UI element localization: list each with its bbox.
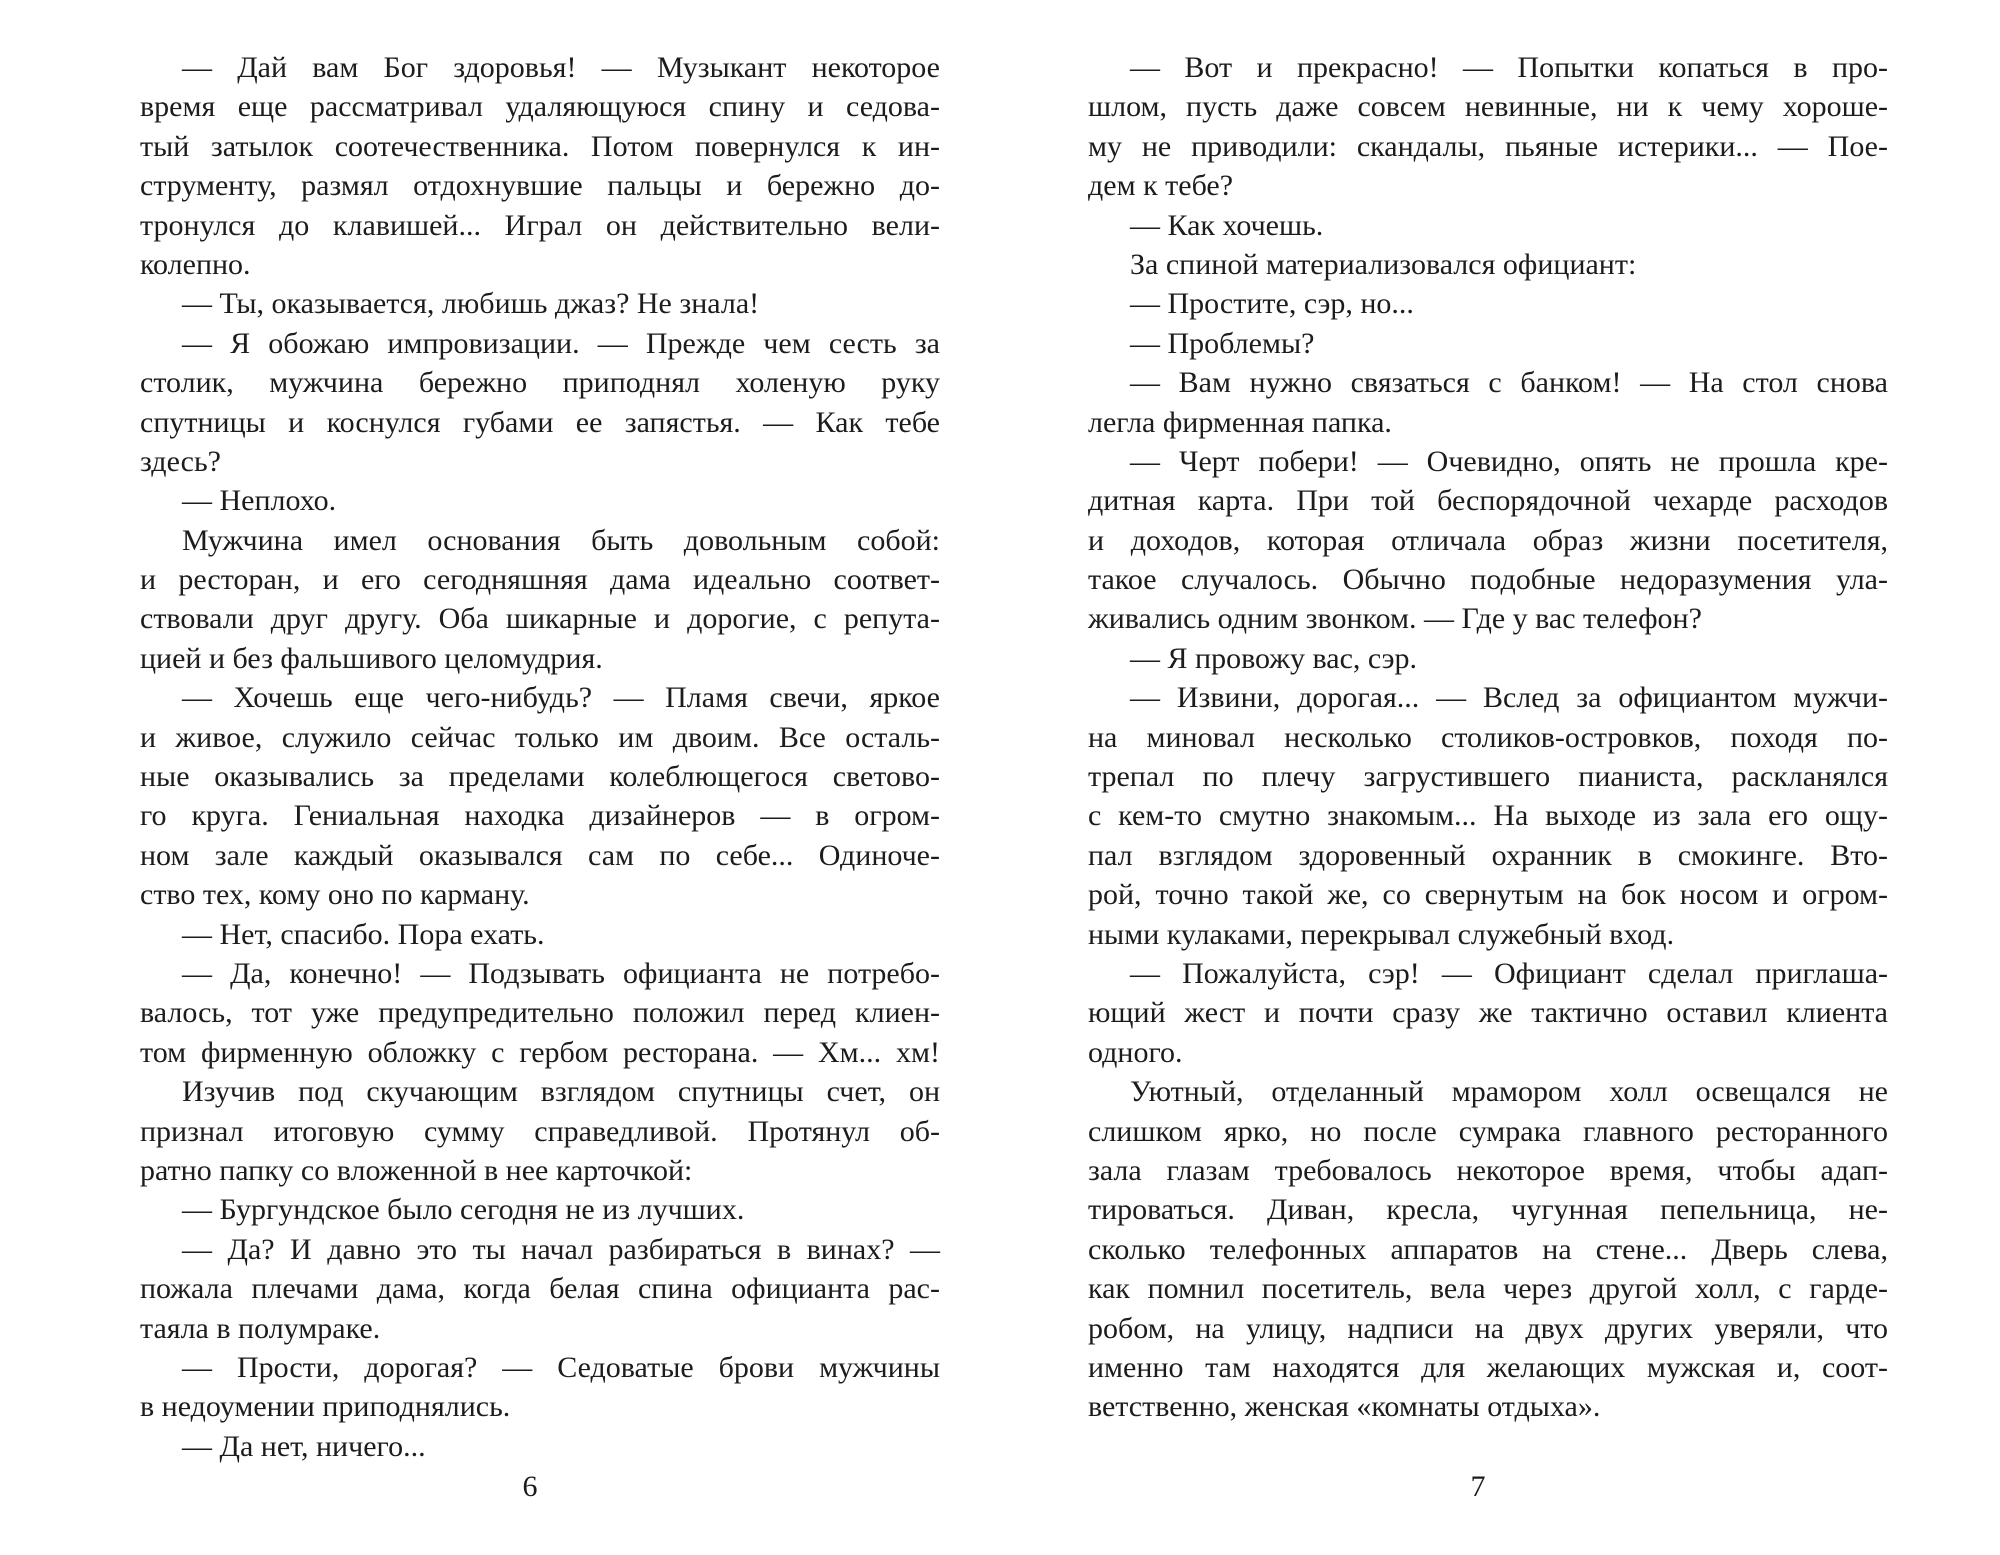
text-line: — Я провожу вас, сэр. (1130, 641, 1417, 675)
text-line: — Дай вам Бог здоровья! — Музыкант некоторое (182, 51, 940, 84)
text-line: пал взглядом здоровенный охранник в смокинге. Вто- (1088, 838, 1888, 872)
text-line: ные оказывались за пределами колеблющегося светово- (140, 760, 940, 794)
text-line: — Вот и прекрасно! — Попытки копаться в про- (1130, 51, 1888, 84)
text-line: таяла в полумраке. (140, 1311, 381, 1345)
text-line: — Прости, дорогая? — Седоватые брови мужчины (182, 1350, 940, 1384)
text-line: в недоумении приподнялись. (140, 1390, 511, 1424)
text-line: му не приводили: скандалы, пьяные истерики... — Пое- (1088, 129, 1888, 163)
text-line: столик, мужчина бережно приподнял холеную руку (140, 366, 940, 400)
text-line: рой, точно такой же, со свернутым на бок носом и огром- (1088, 878, 1888, 912)
text-line: как помнил посетитель, вела через другой холл, с гарде- (1088, 1272, 1888, 1306)
right-page (1088, 48, 1888, 1427)
text-line: — Нет, спасибо. Пора ехать. (182, 917, 545, 951)
text-line: спутницы и коснулся губами ее запястья. — Как тебе (140, 405, 940, 439)
text-line: валось, тот уже предупредительно положил перед клиен- (140, 996, 940, 1030)
text-line: цией и без фальшивого целомудрия. (140, 641, 603, 675)
text-line: — Ты, оказывается, любишь джаз? Не знала! (182, 287, 760, 321)
page-number-left: 6 (522, 1470, 538, 1503)
text-line: За спиной материализовался официант: (1130, 247, 1637, 281)
text-line: именно там находятся для желающих мужская и, соот- (1088, 1350, 1888, 1384)
text-line: шлом, пусть даже совсем невинные, ни к чему хороше- (1088, 90, 1888, 124)
text-line: здесь? (140, 444, 221, 478)
text-line: — Пожалуйста, сэр! — Официант сделал приглаша- (1130, 956, 1888, 990)
text-line: и ресторан, и его сегодняшняя дама идеально соответ- (140, 563, 940, 597)
text-line: — Хочешь еще чего-нибудь? — Пламя свечи, яркое (182, 681, 940, 715)
text-line: дитная карта. При той беспорядочной чехарде расходов (1088, 484, 1888, 518)
text-line: робом, на улицу, надписи на двух других уверяли, что (1088, 1311, 1888, 1345)
text-line: Изучив под скучающим взглядом спутницы счет, он (182, 1075, 940, 1109)
text-line: живались одним звонком. — Где у вас телефон? (1088, 602, 1702, 636)
text-line: с кем-то смутно знакомым... На выходе из зала его ощу- (1088, 799, 1888, 833)
text-line: — Простите, сэр, но... (1130, 287, 1414, 321)
text-line: — Неплохо. (182, 484, 337, 518)
text-line: зала глазам требовалось некоторое время, чтобы адап- (1088, 1153, 1888, 1187)
text-line: время еще рассматривал удаляющуюся спину и седова- (140, 90, 940, 124)
text-line: легла фирменная папка. (1088, 405, 1392, 439)
text-line: тый затылок соотечественника. Потом повернулся к ин- (140, 129, 940, 163)
text-line: — Черт побери! — Очевидно, опять не прошла кре- (1130, 444, 1888, 478)
text-line: и живое, служило сейчас только им двоим. Все осталь- (140, 720, 940, 754)
text-line: трепал по плечу загрустившего пианиста, раскланялся (1088, 760, 1888, 794)
text-line: — Да нет, ничего... (182, 1429, 426, 1463)
text-line: на миновал несколько столиков-островков, походя по- (1088, 720, 1888, 754)
text-line: одного. (1088, 1035, 1183, 1069)
text-line: колепно. (140, 247, 251, 281)
text-line: — Извини, дорогая... — Вслед за официантом мужчи- (1130, 681, 1888, 715)
text-line: ратно папку со вложенной в нее карточкой: (140, 1153, 693, 1187)
text-line: слишком ярко, но после сумрака главного ресторанного (1088, 1114, 1888, 1148)
text-line: — Да? И давно это ты начал разбираться в винах? — (182, 1232, 940, 1266)
text-line: ство тех, кому оно по карману. (140, 878, 530, 912)
text-line: такое случалось. Обычно подобные недоразумения ула- (1088, 563, 1888, 597)
text-line: — Да, конечно! — Подзывать официанта не потребо- (182, 956, 940, 990)
text-line: пожала плечами дама, когда белая спина официанта рас- (140, 1272, 940, 1306)
text-line: и доходов, которая отличала образ жизни посетителя, (1088, 523, 1888, 557)
text-line: ющий жест и почти сразу же тактично оставил клиента (1088, 996, 1888, 1030)
text-line: го круга. Гениальная находка дизайнеров — в огром- (140, 799, 940, 833)
text-line: — Бургундское было сегодня не из лучших. (182, 1193, 745, 1227)
text-line: струменту, размял отдохнувшие пальцы и бережно до- (140, 169, 940, 203)
page-number-right: 7 (1470, 1470, 1486, 1503)
text-line: ствовали друг другу. Оба шикарные и дорогие, с репута- (140, 602, 940, 636)
text-line: ветственно, женская «комнаты отдыха». (1088, 1390, 1601, 1424)
text-line: том фирменную обложку с гербом ресторана. — Хм... хм! (140, 1035, 940, 1069)
text-line: дем к тебе? (1088, 169, 1234, 203)
text-line: Уютный, отделанный мрамором холл освещался не (1130, 1075, 1888, 1109)
text-line: — Вам нужно связаться с банком! — На стол снова (1130, 366, 1888, 400)
text-line: — Я обожаю импровизации. — Прежде чем сесть за (182, 326, 940, 360)
text-line: признал итоговую сумму справедливой. Протянул об- (140, 1114, 940, 1148)
text-line: сколько телефонных аппаратов на стене... Дверь слева, (1088, 1232, 1888, 1266)
text-line: — Как хочешь. (1130, 208, 1324, 242)
left-page (140, 48, 940, 1466)
text-line: — Проблемы? (1130, 326, 1315, 360)
text-line: ном зале каждый оказывался сам по себе... Одиноче- (140, 838, 940, 872)
text-line: ными кулаками, перекрывал служебный вход. (1088, 917, 1675, 951)
text-line: тронулся до клавишей... Играл он действительно вели- (140, 208, 940, 242)
text-line: Мужчина имел основания быть довольным собой: (182, 523, 940, 557)
text-line: тироваться. Диван, кресла, чугунная пепельница, не- (1088, 1193, 1888, 1227)
